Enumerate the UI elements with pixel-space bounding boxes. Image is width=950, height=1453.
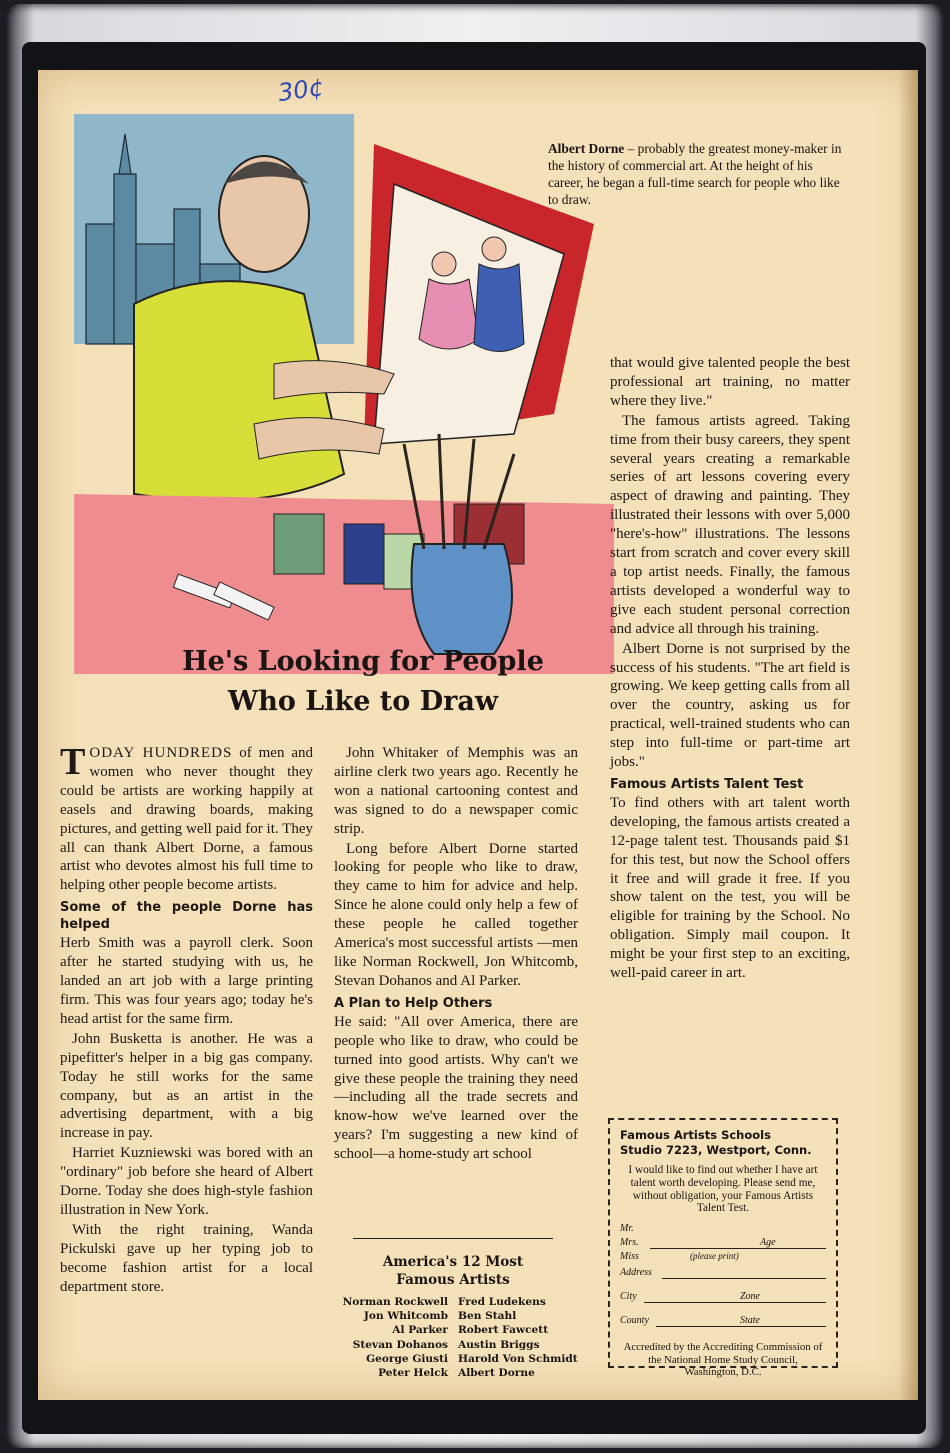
famous-artists-list	[318, 1253, 588, 1380]
artists-divider	[353, 1238, 553, 1239]
artists-agreed-paragraph: The famous artists agreed. Taking time from their busy careers, they spent several years creating a remarkable series of art lessons covering every aspect of drawing and painting. They illustrated their lessons with over 5,000 "here's-how" illustrations. The lessons start from scratch and cover every skill a top artist needs. Finally, the famous artists developed a wonderful way to give each student personal correction and advice all through his training.	[610, 412, 850, 637]
section-heading-talent-test: Famous Artists Talent Test	[610, 776, 804, 792]
artists-title-line2: Famous Artists	[396, 1272, 510, 1288]
artist-name: Albert Dorne	[458, 1367, 535, 1380]
herb-smith-paragraph: Herb Smith was a payroll clerk. Soon after he started studying with us, he landed an art job with a large printing firm. This was four years ago; today he's head artist for the same firm.	[60, 935, 313, 1027]
age-label: Age	[760, 1237, 776, 1249]
wanda-paragraph: With the right training, Wanda Pickulski gave up her typing job to become fashion artist for a local department store.	[60, 1221, 313, 1295]
zone-label: Zone	[740, 1291, 760, 1303]
article-column-2	[334, 744, 578, 1165]
illustration-caption	[548, 140, 848, 208]
artist-name: George Giusti	[366, 1352, 448, 1365]
caption-text: – probably the greatest money-maker in the history of commercial art. At the height of his career, he began a full-time search for people who like to draw.	[548, 141, 842, 207]
lead-caps: ODAY HUNDREDS	[89, 745, 233, 761]
headline	[128, 642, 598, 722]
artist-name: Fred Ludekens	[458, 1296, 546, 1308]
long-before-paragraph: Long before Albert Dorne started looking for people who like to draw, they came to him for advice and help. Since he alone could only help a few of these people he called together America's most successful artists —men like Norman Rockwell, Jon Whitcomb, Stevan Dohanos and Al Parker.	[334, 840, 578, 989]
coupon-mrs-field[interactable]	[620, 1237, 826, 1251]
article-column-1	[60, 741, 313, 1297]
intro-paragraph	[60, 741, 313, 895]
drop-cap: T	[60, 741, 86, 783]
artist-name: Al Parker	[392, 1324, 448, 1337]
mrs-label: Mrs.	[620, 1237, 639, 1249]
talent-test-paragraph: To find others with art talent worth developing, the famous artists created a 12-page talent test. Thousands paid $1 for this test, but now the School offers it free and will grade it free. If you show talent on the test, you will be eligible for training by the School. No obligation. Simply mail coupon. It might be your first step to an exciting, well-paid career in art.	[610, 794, 850, 982]
county-label: County	[620, 1315, 649, 1327]
artist-name: Austin Briggs	[458, 1338, 540, 1351]
coupon-school-name: Famous Artists Schools	[620, 1128, 771, 1142]
mr-label: Mr.	[620, 1223, 634, 1235]
john-busketta-paragraph: John Busketta is another. He was a pipefitter's helper in a big gas company. Today he still works for the same company, but as an artist in the advertising department, with a big increase in pay.	[60, 1030, 313, 1142]
section-heading-plan: A Plan to Help Others	[334, 995, 493, 1011]
coupon-accreditation: Accredited by the Accrediting Commission of the National Home Study Council, Washington, D.C.	[623, 1341, 823, 1379]
harriet-paragraph: Harriet Kuzniewski was bored with an "ordinary" job before she heard of Albert Dorne. Today she does high-style fashion illustration in New York.	[60, 1145, 313, 1218]
artists-title-line1: America's 12 Most	[382, 1254, 524, 1270]
coupon-header	[620, 1128, 826, 1158]
artist-name: Stevan Dohanos	[352, 1338, 448, 1351]
coupon-address-field[interactable]	[620, 1267, 826, 1281]
artists-title	[318, 1253, 588, 1289]
coupon-mr-field[interactable]	[620, 1223, 826, 1237]
coupon-request-text: I would like to find out whether I have art talent worth developing. Please send me, without obligation, your Famous Artists Talent Test.	[628, 1164, 818, 1215]
artist-name: Ben Stahl	[458, 1310, 517, 1323]
coupon-city-field[interactable]	[620, 1291, 826, 1305]
miss-label: Miss	[620, 1251, 639, 1263]
headline-line1: He's Looking for People	[182, 646, 544, 677]
artist-name: Norman Rockwell	[342, 1296, 448, 1308]
john-whitaker-paragraph: John Whitaker of Memphis was an airline clerk two years ago. Recently he won a national cartooning contest and was signed to do a newspaper comic strip.	[334, 745, 578, 837]
comic-page	[38, 70, 918, 1400]
albert-dorne-illustration	[74, 114, 614, 674]
coupon-studio-address: Studio 7223, Westport, Conn.	[620, 1143, 812, 1157]
caption-name: Albert Dorne	[548, 141, 625, 156]
continuation-paragraph: that would give talented people the best professional art training, no matter where they live."	[610, 355, 850, 409]
intro-rest: of men and women who never thought they could be artists are working happily at easels and drawing boards, making pictures, and getting well paid for it. They all can thank Albert Dorne, a famous artist who devotes almost his full time to helping other people become artists.	[60, 745, 313, 894]
address-label: Address	[620, 1267, 652, 1279]
artist-name: Robert Fawcett	[458, 1324, 549, 1337]
he-said-paragraph: He said: "All over America, there are people who like to draw, who could be turned into good artists. Why can't we give these people the training they need—including all the trade secrets and know-how we've learned over the years? I'm suggesting a new kind of school—a home-study art school	[334, 1013, 578, 1163]
city-label: City	[620, 1291, 637, 1303]
please-print-label: (please print)	[690, 1251, 739, 1262]
state-label: State	[740, 1315, 760, 1327]
artist-name: Harold Von Schmidt	[458, 1352, 578, 1365]
artist-name: Jon Whitcomb	[363, 1310, 448, 1323]
article-column-3	[610, 354, 850, 984]
handwritten-price: 30¢	[276, 72, 326, 108]
coupon-county-field[interactable]	[620, 1315, 826, 1329]
artist-name: Peter Helck	[378, 1367, 448, 1380]
not-surprised-paragraph: Albert Dorne is not surprised by the success of his students. "The art field is growing. We keep getting calls from all over the country, asking us for practical, well-trained students who can step into full-time or part-time art jobs."	[610, 640, 850, 771]
section-heading-helped: Some of the people Dorne has helped	[60, 900, 313, 933]
mail-coupon[interactable]	[608, 1118, 838, 1379]
coupon-miss-field[interactable]	[620, 1251, 826, 1265]
brush-vase	[412, 544, 513, 654]
artists-grid	[318, 1295, 588, 1380]
headline-line2: Who Like to Draw	[227, 686, 499, 717]
